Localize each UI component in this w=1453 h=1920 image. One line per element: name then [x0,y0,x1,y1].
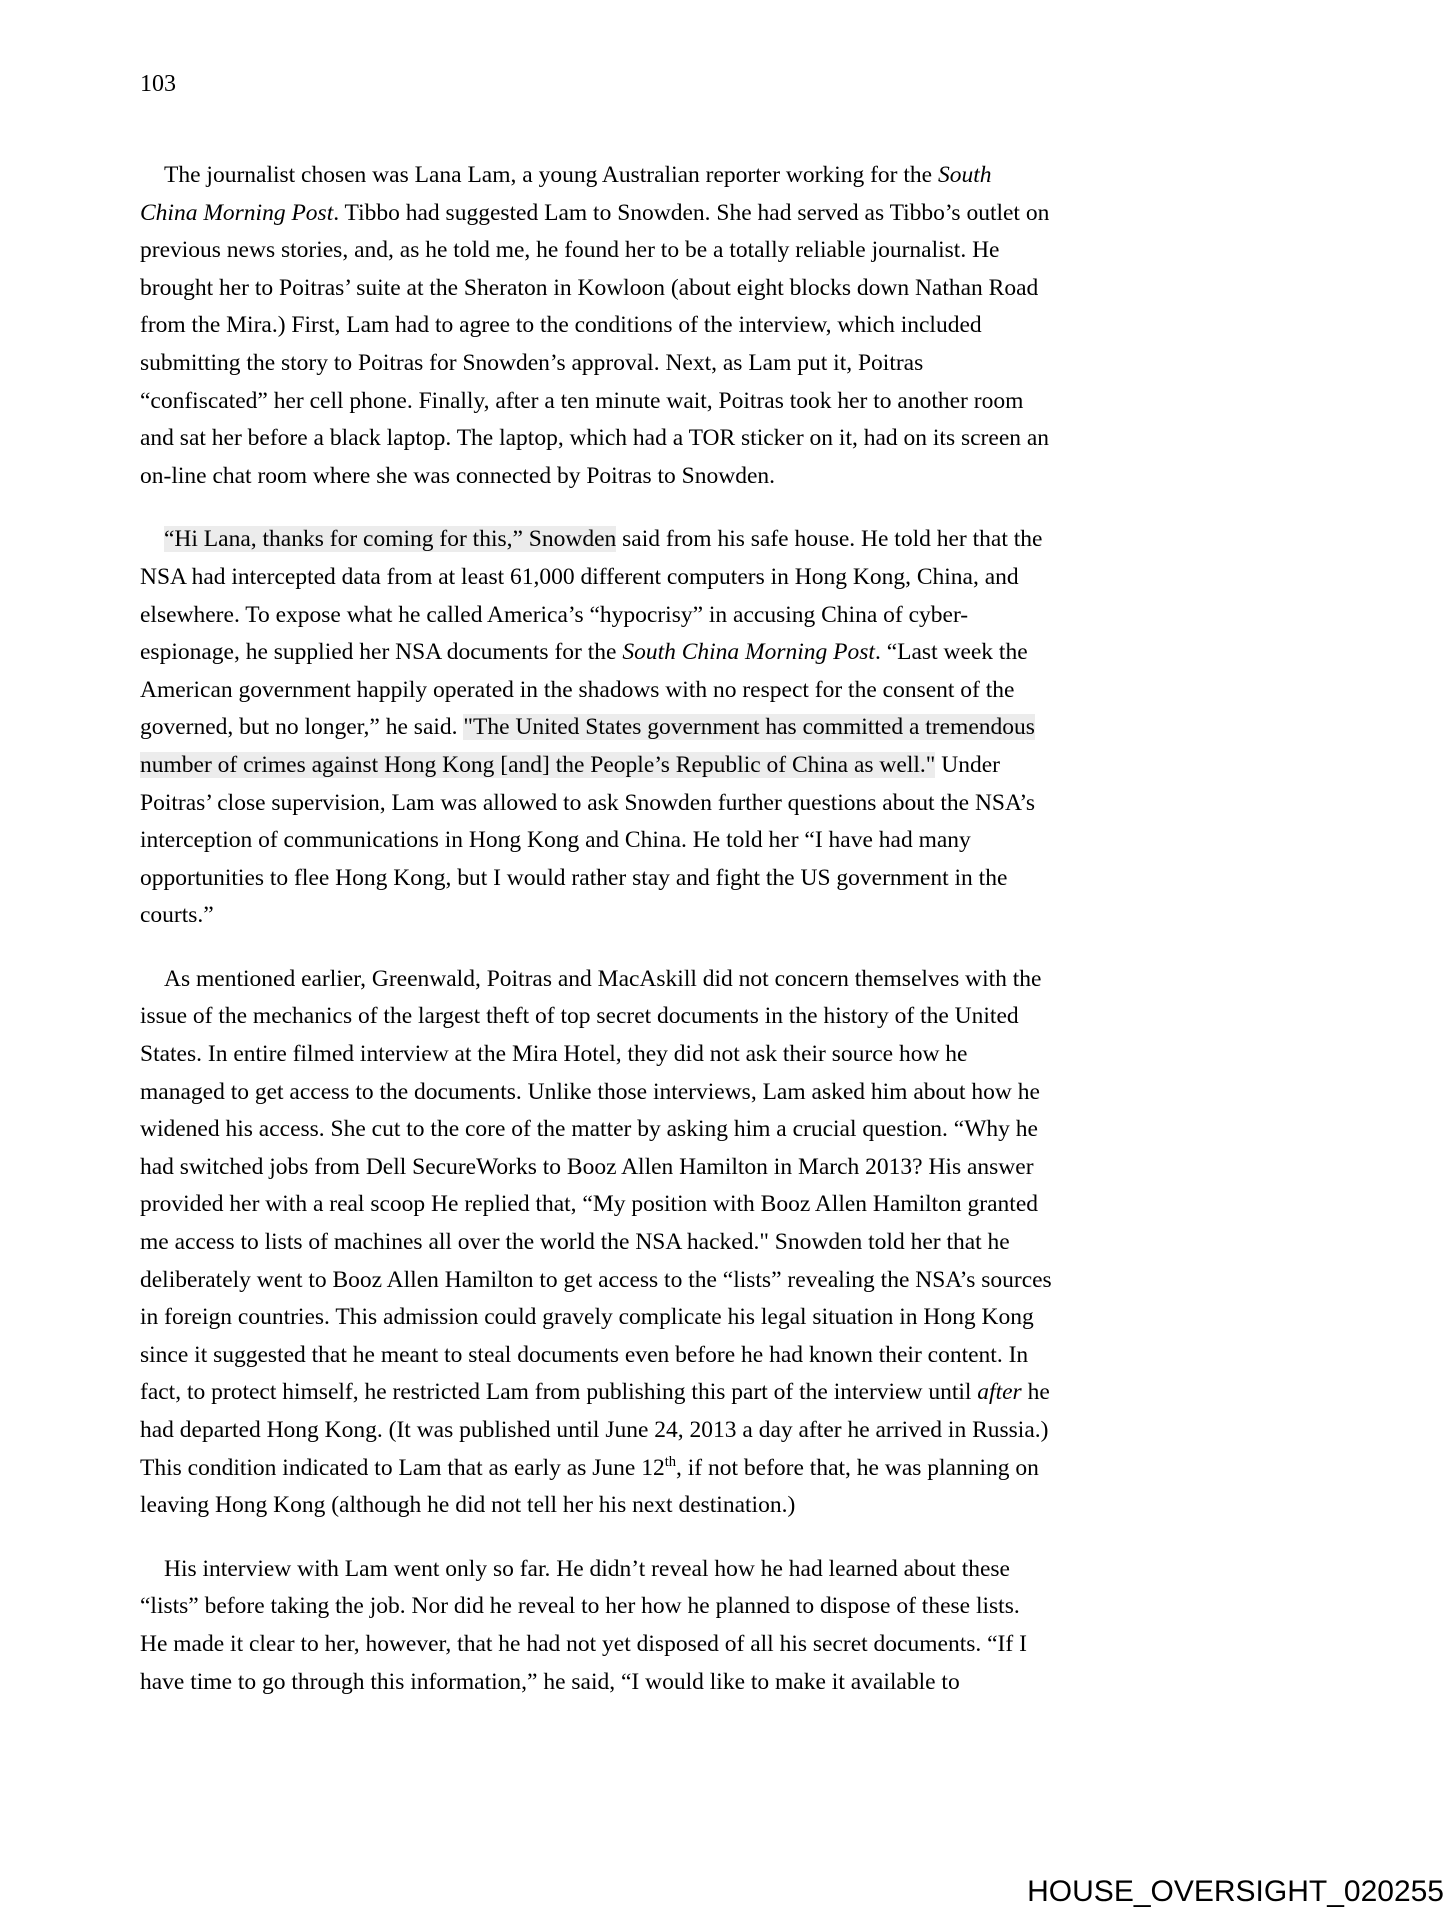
text-segment: South China Morning Post [622,639,875,666]
text-segment: His interview with Lam went only so far. He didn’t reveal how he had learned about these “lists” before taking the job. Nor did he reveal to her how he planned to dispose of these lists. He made it clear to her, however, that he had not yet disposed of all his secret documents. “If I have time to go through this information,” he said, “I would like to make it available to [140,1555,1027,1695]
highlighted-text: "The United States government has committed a tremendous number of crimes against Hong Kong [and] the People’s Republic of China as well." [140,714,1035,778]
document-body [140,157,1052,1727]
text-segment: The journalist chosen was Lana Lam, a young Australian reporter working for the [164,162,938,188]
highlighted-text: “Hi Lana, thanks for coming for this,” Snowden [164,526,617,553]
text-segment: he had departed Hong Kong. (It was published until June 24, 2013 a day after he arrived in Russia.) This condition indicated to Lam that as early as June 12 [140,1379,1050,1481]
text-segment: . Tibbo had suggested Lam to Snowden. She had served as Tibbo’s outlet on previous news stories, and, as he told me, he found her to be a totally reliable journalist. He brought her to Poitras’ suite at the Sheraton in Kowloon (about eight blocks down Nathan Road from the Mira.) First, Lam had to agree to the conditions of the interview, which included submitting the story to Poitras for Snowden’s approval. Next, as Lam put it, Poitras “confiscated” her cell phone. Finally, after a ten minute wait, Poitras took her to another room and sat her before a black laptop. The laptop, which had a TOR sticker on it, had on its screen an on-line chat room where she was connected by Poitras to Snowden. [140,199,1050,489]
text-segment: , if not before that, he was planning on leaving Hong Kong (although he did not tell her his next destination.) [140,1454,1039,1519]
paragraph [140,157,1052,495]
text-segment: South China Morning Post [140,162,992,226]
text-segment: Under Poitras’ close supervision, Lam was allowed to ask Snowden further questions about the NSA’s interception of communications in Hong Kong and China. He told her “I have had many opportunities to flee Hong Kong, but I would rather stay and fight the US government in the courts.” [140,751,1036,929]
text-segment: As mentioned earlier, Greenwald, Poitras and MacAskill did not concern themselves with the issue of the mechanics of the largest theft of top secret documents in the history of the United States. In entire filmed interview at the Mira Hotel, they did not ask their source how he managed to get access to the documents. Unlike those interviews, Lam asked him about how he widened his access. She cut to the core of the matter by asking him a crucial question. “Why he had switched jobs from Dell SecureWorks to Booz Allen Hamilton in March 2013? His answer provided her with a real scoop He replied that, “My position with Booz Allen Hamilton granted me access to lists of machines all over the world the NSA hacked." Snowden told her that he deliberately went to Booz Allen Hamilton to get access to the “lists” revealing the NSA’s sources in foreign countries. This admission could gravely complicate his legal situation in Hong Kong since it suggested that he meant to steal documents even before he had known their content. In fact, to protect himself, he restricted Lam from publishing this part of the interview until [140,965,1052,1406]
paragraph [140,1551,1052,1701]
text-segment: th [664,1453,677,1470]
paragraph [140,521,1052,935]
text-segment: after [977,1379,1022,1406]
bates-number: HOUSE_OVERSIGHT_020255 [1027,1875,1444,1908]
page-number: 103 [140,71,176,97]
text-segment: . “Last week the American government happily operated in the shadows with no respect for the consent of the governed, but no longer,” he said. [140,639,1028,741]
text-segment: said from his safe house. He told her that the NSA had intercepted data from at least 61,000 different computers in Hong Kong, China, and elsewhere. To expose what he called America’s “hypocrisy” in accusing China of cyber-espionage, he supplied her NSA documents for the [140,526,1043,666]
paragraph [140,961,1052,1525]
